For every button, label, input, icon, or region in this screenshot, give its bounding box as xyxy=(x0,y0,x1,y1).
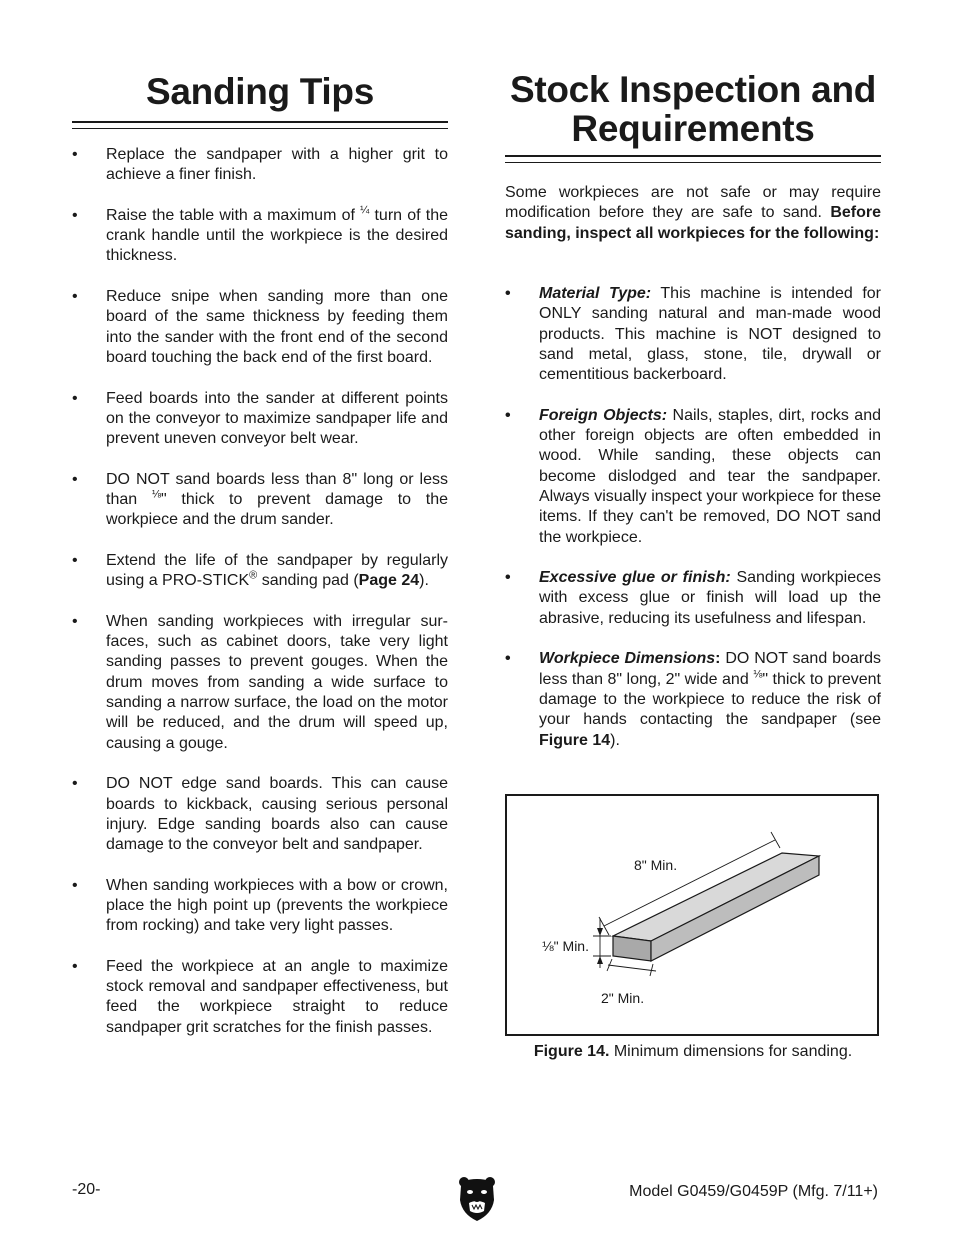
list-item: • Raise the table with a maximum of $^{\frac{1}{4}}$ turn of the crank handle until the workpiece is the desired thickness. xyxy=(72,204,448,265)
bullet-icon: • xyxy=(72,775,78,793)
sanding-tips-list xyxy=(72,145,448,1058)
list-item: • Foreign Objects: Nails, staples, dirt, rocks and other foreign objects are often embedded in wood. While sanding, these objects can become dislodged and tear the sandpaper. Always visually inspect your workpiece for these items. If they can't be removed, DO NOT sand the workpiece. xyxy=(505,406,881,546)
section-title-sanding-tips: Sanding Tips xyxy=(145,71,374,112)
board-diagram xyxy=(507,796,877,1034)
bullet-icon: • xyxy=(72,876,78,894)
registered-mark: ® xyxy=(249,569,258,582)
figure-caption: Figure 14. Minimum dimensions for sanding. xyxy=(533,1043,853,1060)
page-number: -20- xyxy=(72,1181,101,1198)
inspection-list xyxy=(505,284,881,771)
bullet-icon: • xyxy=(505,569,511,587)
list-item: • Excessive glue or finish: Sanding workpieces with excess glue or finish will load up the abrasive, reducing its usefulness and lifespan. xyxy=(505,569,882,627)
list-item: • Workpiece Dimensions: DO NOT sand boards less than 8" long, 2" wide and $^{\frac{1}{8}}$" thick to prevent damage to the workpiece to reduce the risk of your hands contacting the sandpaper (see Figure 14). xyxy=(505,650,882,749)
intro-paragraph: Some workpieces are not safe or may require modification before they are safe to sand. Before sanding, inspect all workpieces for the following: xyxy=(505,184,881,242)
list-item: • DO NOT edge sand boards. This can cause boards to kickback, causing serious personal injury. Edge sanding boards also can cause damage to the conveyor belt and sandpaper. xyxy=(72,775,448,854)
list-item: • Feed boards into the sander at different points on the conveyor to maximize sandpaper life and prevent uneven conveyor belt wear. xyxy=(72,389,448,448)
figure-reference: Figure 14 xyxy=(539,731,611,749)
bullet-icon: • xyxy=(72,551,78,569)
figure-14-box xyxy=(505,794,879,1036)
section-title-stock-inspection: Stock Inspection and Requirements xyxy=(509,69,877,149)
bullet-icon: • xyxy=(72,612,78,630)
bullet-icon: • xyxy=(72,389,78,407)
bullet-icon: • xyxy=(505,406,511,424)
length-label: 8" Min. xyxy=(634,857,678,873)
board-front-face xyxy=(613,936,651,961)
bullet-icon: • xyxy=(505,650,511,668)
list-item: • When sanding workpieces with irregular surfaces, such as cabinet doors, take very light sanding passes to prevent gouges. When the drum moves from sanding a wide surface to sanding a narrow surface, the load on the motor will be reduced, and the drum will speed up, causing a gouge. xyxy=(72,612,448,752)
bullet-icon: • xyxy=(72,957,78,975)
list-item: • DO NOT sand boards less than 8" long or less than $^{\frac{1}{8}}$" thick to prevent damage to the workpiece and the drum sander. xyxy=(72,470,448,529)
bullet-icon: • xyxy=(72,146,78,163)
page-reference: Page 24 xyxy=(358,572,420,590)
list-item: • Replace the sandpaper with a higher grit to achieve a finer finish. xyxy=(72,146,448,184)
thickness-label: ⅛" Min. xyxy=(542,938,589,954)
title-rule xyxy=(505,155,881,162)
list-item: • When sanding workpieces with a bow or crown, place the high point up (prevents the workpiece from rocking) and take very light passes. xyxy=(72,876,448,935)
bullet-icon: • xyxy=(72,206,78,224)
bullet-icon: • xyxy=(72,288,78,306)
bullet-icon: • xyxy=(72,470,78,488)
list-item: • Material Type: This machine is intended for ONLY sanding natural and man-made wood products. This machine is NOT designed to sand metal, glass, stone, tile, drywall or cementitious backerboard. xyxy=(505,285,881,384)
list-item: • Feed the workpiece at an angle to maximize stock removal and sandpaper effectiveness, but feed the workpiece straight to reduce sandpaper grit scratches for the finish passes. xyxy=(72,957,448,1036)
model-number: Model G0459/G0459P (Mfg. 7/11+) xyxy=(629,1183,878,1200)
title-rule xyxy=(72,121,448,128)
list-item: • Reduce snipe when sanding more than one board of the same thickness by feeding them into the sander with the front end of the second board touching the back end of the first board. xyxy=(72,288,448,366)
bullet-icon: • xyxy=(505,285,511,302)
grizzly-bear-icon xyxy=(458,1176,496,1222)
width-label: 2" Min. xyxy=(601,990,645,1006)
list-item: • Extend the life of the sandpaper by regularly using a PRO-STICK® sanding pad (Page 24). xyxy=(72,551,448,590)
